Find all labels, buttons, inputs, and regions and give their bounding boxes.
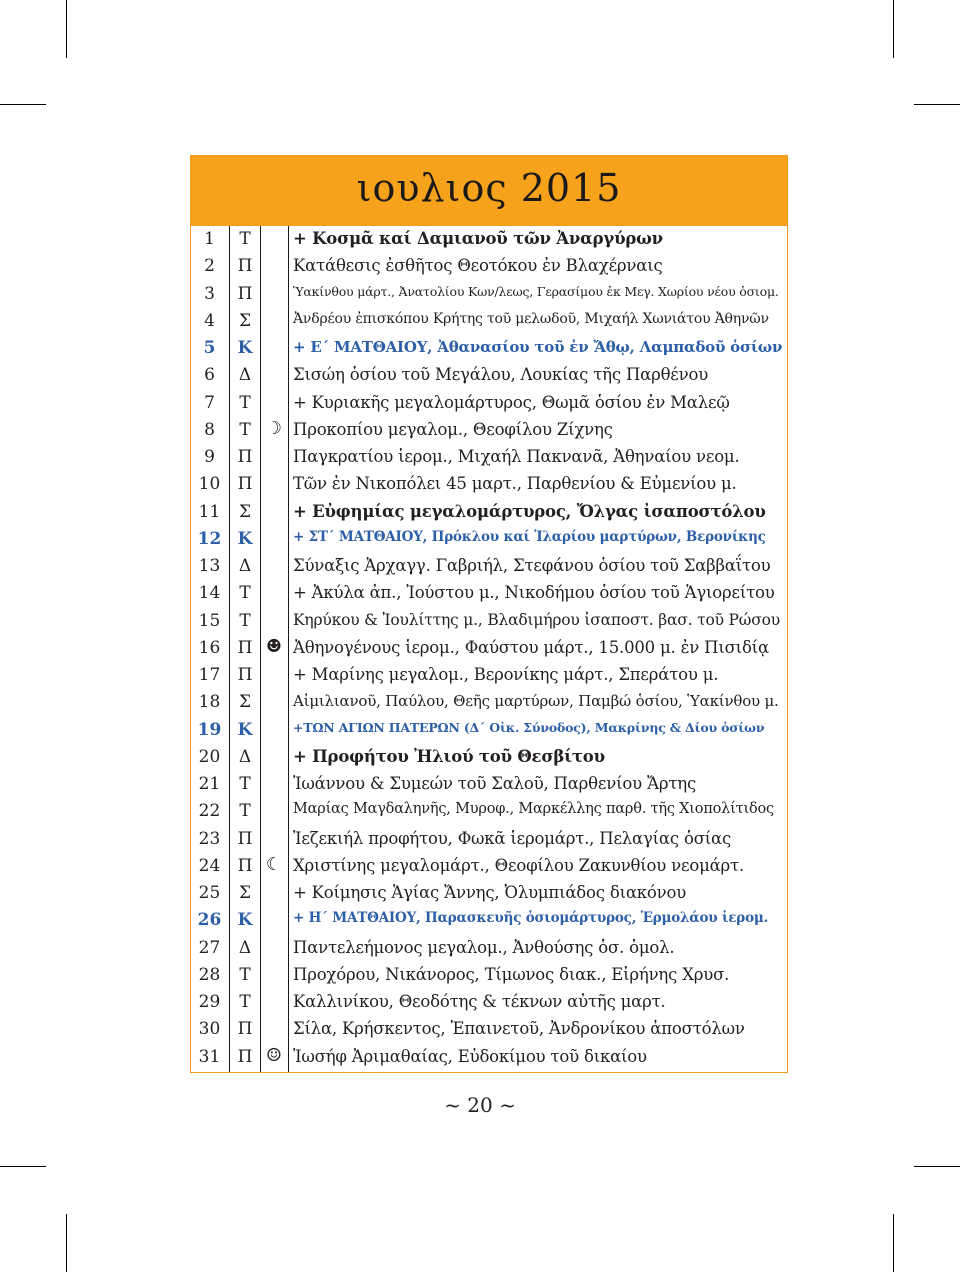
weekday-letter: Π [237, 447, 253, 468]
feast-text: Ἰωσήφ Ἀριμαθαίας, Εὐδοκίμου τοῦ δικαίου [293, 1046, 647, 1066]
feast-text: Χριστίνης μεγαλομάρτ., Θεοφίλου Ζακυνθίου νεομάρτ. [293, 855, 745, 875]
day-number: 11 [198, 501, 221, 522]
feast-text: Τῶν ἐν Νικοπόλει 45 μαρτ., Παρθενίου & Εὐμενίου μ. [293, 474, 737, 494]
title-bar [191, 156, 787, 226]
weekday-letter: Κ [237, 719, 253, 740]
weekday-letter: Σ [238, 692, 252, 713]
day-number: 13 [198, 556, 221, 577]
table-row [191, 662, 787, 689]
weekday-letter: Τ [239, 419, 251, 440]
day-number: 4 [204, 310, 215, 331]
feast-text: Ἰωάννου & Συμεών τοῦ Σαλοῦ, Παρθενίου Ἄρτης [293, 774, 697, 794]
feast-text: Παγκρατίου ἱερομ., Μιχαήλ Πακνανᾶ, Ἀθηναίου νεομ. [293, 447, 740, 467]
feast-text: Ὑακίνθου μάρτ., Ἀνατολίου Κων/λεως, Γερασίμου ἐκ Μεγ. Χωρίου νέου ὁσιομ. [293, 283, 779, 299]
weekday-letter: Σ [238, 501, 252, 522]
feast-text: Σύναξις Ἀρχαγγ. Γαβριήλ, Στεφάνου ὁσίου τοῦ Σαββαΐτου [293, 556, 771, 576]
weekday-letter: Τ [239, 801, 251, 822]
table-row [191, 580, 787, 607]
table-row [191, 1016, 787, 1043]
feast-text: Μαρίας Μαγδαληνῆς, Μυροφ., Μαρκέλλης παρθ. τῆς Χιοπολίτιδος [293, 801, 774, 818]
table-row [191, 499, 787, 526]
day-number: 28 [198, 964, 221, 985]
day-number: 14 [198, 583, 221, 604]
day-number: 16 [198, 637, 221, 658]
weekday-letter: Δ [238, 556, 252, 577]
table-row [191, 853, 787, 880]
feast-text: Ἀθηνογένους ἱερομ., Φαύστου μάρτ., 15.000 μ. ἐν Πισιδίᾳ [293, 637, 769, 657]
day-number: 25 [198, 883, 221, 904]
table-row [191, 553, 787, 580]
table-row [191, 989, 787, 1016]
day-number: 18 [198, 692, 221, 713]
feast-text: + Κυριακῆς μεγαλομάρτυρος, Θωμᾶ ὁσίου ἐν Μαλεῷ [293, 392, 730, 412]
weekday-letter: Π [237, 1046, 253, 1067]
weekday-letter: Τ [239, 964, 251, 985]
crop-mark [893, 0, 894, 58]
table-row [191, 281, 787, 308]
feast-text: Ἰεζεκιήλ προφήτου, Φωκᾶ ἱερομάρτ., Πελαγίας ὁσίας [293, 828, 732, 848]
day-number: 5 [203, 338, 216, 359]
day-number: 27 [198, 937, 221, 958]
moon-phase-icon: ☺ [265, 1044, 283, 1066]
day-number: 21 [198, 774, 221, 795]
day-number: 2 [204, 256, 215, 277]
crop-mark [66, 0, 67, 58]
feast-text: Αἰμιλιανοῦ, Παύλου, Θεῆς μαρτύρων, Παμβώ ὁσίου, Ὑακίνθου μ. [293, 692, 779, 711]
weekday-letter: Π [237, 665, 253, 686]
day-number: 22 [198, 801, 221, 822]
feast-text: + Ἀκύλα ἀπ., Ἰούστου μ., Νικοδήμου ὁσίου τοῦ Ἁγιορείτου [293, 583, 775, 603]
calendar-table [190, 155, 788, 1073]
table-row [191, 335, 787, 362]
moon-phase-icon: ☻ [265, 635, 283, 657]
weekday-letter: Τ [239, 610, 251, 631]
day-number: 20 [198, 746, 221, 767]
day-number: 19 [197, 719, 222, 740]
crop-mark [0, 104, 46, 105]
feast-text: Προκοπίου μεγαλομ., Θεοφίλου Ζίχνης [293, 419, 613, 439]
page-number: ~ 20 ~ [444, 1093, 516, 1117]
crop-mark [914, 1166, 960, 1167]
weekday-letter: Δ [238, 746, 252, 767]
table-row [191, 608, 787, 635]
table-row [191, 635, 787, 662]
day-number: 9 [204, 447, 215, 468]
page-title: ιουλιος 2015 [356, 166, 622, 210]
feast-text: + Προφήτου Ἠλιού τοῦ Θεσβίτου [293, 746, 605, 766]
feast-text: + ΣΤ΄ ΜΑΤΘΑΙΟΥ, Πρόκλου καί Ἱλαρίου μαρτύρων, Βερονίκης [293, 528, 766, 545]
feast-text: + Κοίμησις Ἁγίας Ἄννης, Ὀλυμπιάδος διακόνου [293, 883, 687, 903]
table-row [191, 744, 787, 771]
weekday-letter: Δ [238, 365, 252, 386]
feast-text: Σίλα, Κρήσκεντος, Ἐπαινετοῦ, Ἀνδρονίκου ἀποστόλων [293, 1019, 745, 1039]
table-row [191, 880, 787, 907]
feast-text: + Η΄ ΜΑΤΘΑΙΟΥ, Παρασκευῆς ὁσιομάρτυρος, Ἑρμολάου ἱερομ. [293, 910, 769, 927]
day-number: 31 [198, 1046, 221, 1067]
weekday-letter: Π [237, 855, 253, 876]
weekday-letter: Π [237, 1019, 253, 1040]
feast-text: Κηρύκου & Ἰουλίττης μ., Βλαδιμήρου ἰσαποστ. βασ. τοῦ Ρώσου [293, 610, 780, 629]
table-row [191, 471, 787, 498]
feast-text: + Ε΄ ΜΑΤΘΑΙΟΥ, Ἀθανασίου τοῦ ἐν Ἄθῳ, Λαμπαδοῦ ὁσίων [293, 338, 783, 357]
day-number: 3 [204, 283, 215, 304]
weekday-letter: Κ [237, 528, 253, 549]
day-number: 1 [204, 229, 215, 249]
weekday-letter: Σ [238, 310, 252, 331]
table-row [191, 717, 787, 744]
weekday-letter: Π [237, 474, 253, 495]
crop-mark [66, 1214, 67, 1272]
moon-phase-icon: ☾ [265, 853, 283, 875]
table-row [191, 526, 787, 553]
day-number: 7 [204, 392, 215, 413]
day-number: 15 [198, 610, 221, 631]
table-row [191, 962, 787, 989]
day-number: 6 [204, 365, 215, 386]
feast-text: Κατάθεσις ἐσθῆτος Θεοτόκου ἐν Βλαχέρναις [293, 256, 663, 276]
feast-text: Προχόρου, Νικάνορος, Τίμωνος διακ., Εἰρήνης Χρυσ. [293, 964, 730, 984]
day-number: 29 [198, 992, 221, 1013]
feast-text: + Εὐφημίας μεγαλομάρτυρος, Ὄλγας ἰσαποστόλου [293, 501, 766, 521]
weekday-letter: Τ [239, 774, 251, 795]
table-row [191, 362, 787, 389]
moon-phase-icon: ☽ [265, 417, 283, 439]
feast-text: + Μαρίνης μεγαλομ., Βερονίκης μάρτ., Σπεράτου μ. [293, 665, 719, 685]
table-row [191, 417, 787, 444]
feast-text: Παντελεήμονος μεγαλομ., Ἀνθούσης ὁσ. ὁμολ. [293, 937, 675, 957]
weekday-letter: Π [237, 256, 253, 277]
crop-mark [914, 104, 960, 105]
weekday-letter: Π [237, 637, 253, 658]
feast-text: Ἀνδρέου ἐπισκόπου Κρήτης τοῦ μελωδοῦ, Μιχαήλ Χωνιάτου Ἀθηνῶν [293, 310, 769, 327]
weekday-letter: Κ [237, 910, 253, 931]
weekday-letter: Τ [239, 229, 251, 249]
crop-mark [893, 1214, 894, 1272]
day-number: 17 [198, 665, 221, 686]
table-row [191, 907, 787, 934]
table-row [191, 226, 787, 253]
day-number: 23 [198, 828, 221, 849]
table-row [191, 935, 787, 962]
weekday-letter: Σ [238, 883, 252, 904]
day-number: 10 [198, 474, 221, 495]
day-number: 26 [197, 910, 222, 931]
day-rows [191, 226, 787, 1071]
table-row [191, 689, 787, 716]
feast-text: + Κοσμᾶ καί Δαμιανοῦ τῶν Ἀναργύρων [293, 229, 663, 248]
weekday-letter: Π [237, 828, 253, 849]
weekday-letter: Τ [239, 992, 251, 1013]
table-row [191, 798, 787, 825]
day-number: 8 [204, 419, 215, 440]
table-row [191, 826, 787, 853]
day-number: 12 [197, 528, 222, 549]
weekday-letter: Τ [239, 392, 251, 413]
feast-text: Σισώη ὁσίου τοῦ Μεγάλου, Λουκίας τῆς Παρθένου [293, 365, 709, 385]
table-row [191, 444, 787, 471]
weekday-letter: Δ [238, 937, 252, 958]
day-number: 30 [198, 1019, 221, 1040]
weekday-letter: Κ [237, 338, 253, 359]
feast-text: +ΤΩΝ ΑΓΙΩΝ ΠΑΤΕΡΩΝ (Δ΄ Οἰκ. Σύνοδος), Μακρίνης & Δίου ὁσίων [293, 719, 765, 735]
weekday-letter: Π [237, 283, 253, 304]
day-number: 24 [198, 855, 221, 876]
weekday-letter: Τ [239, 583, 251, 604]
table-row [191, 308, 787, 335]
table-row [191, 390, 787, 417]
table-row [191, 1044, 787, 1071]
crop-mark [0, 1166, 46, 1167]
feast-text: Καλλινίκου, Θεοδότης & τέκνων αὐτῆς μαρτ. [293, 992, 666, 1012]
table-row [191, 253, 787, 280]
table-row [191, 771, 787, 798]
